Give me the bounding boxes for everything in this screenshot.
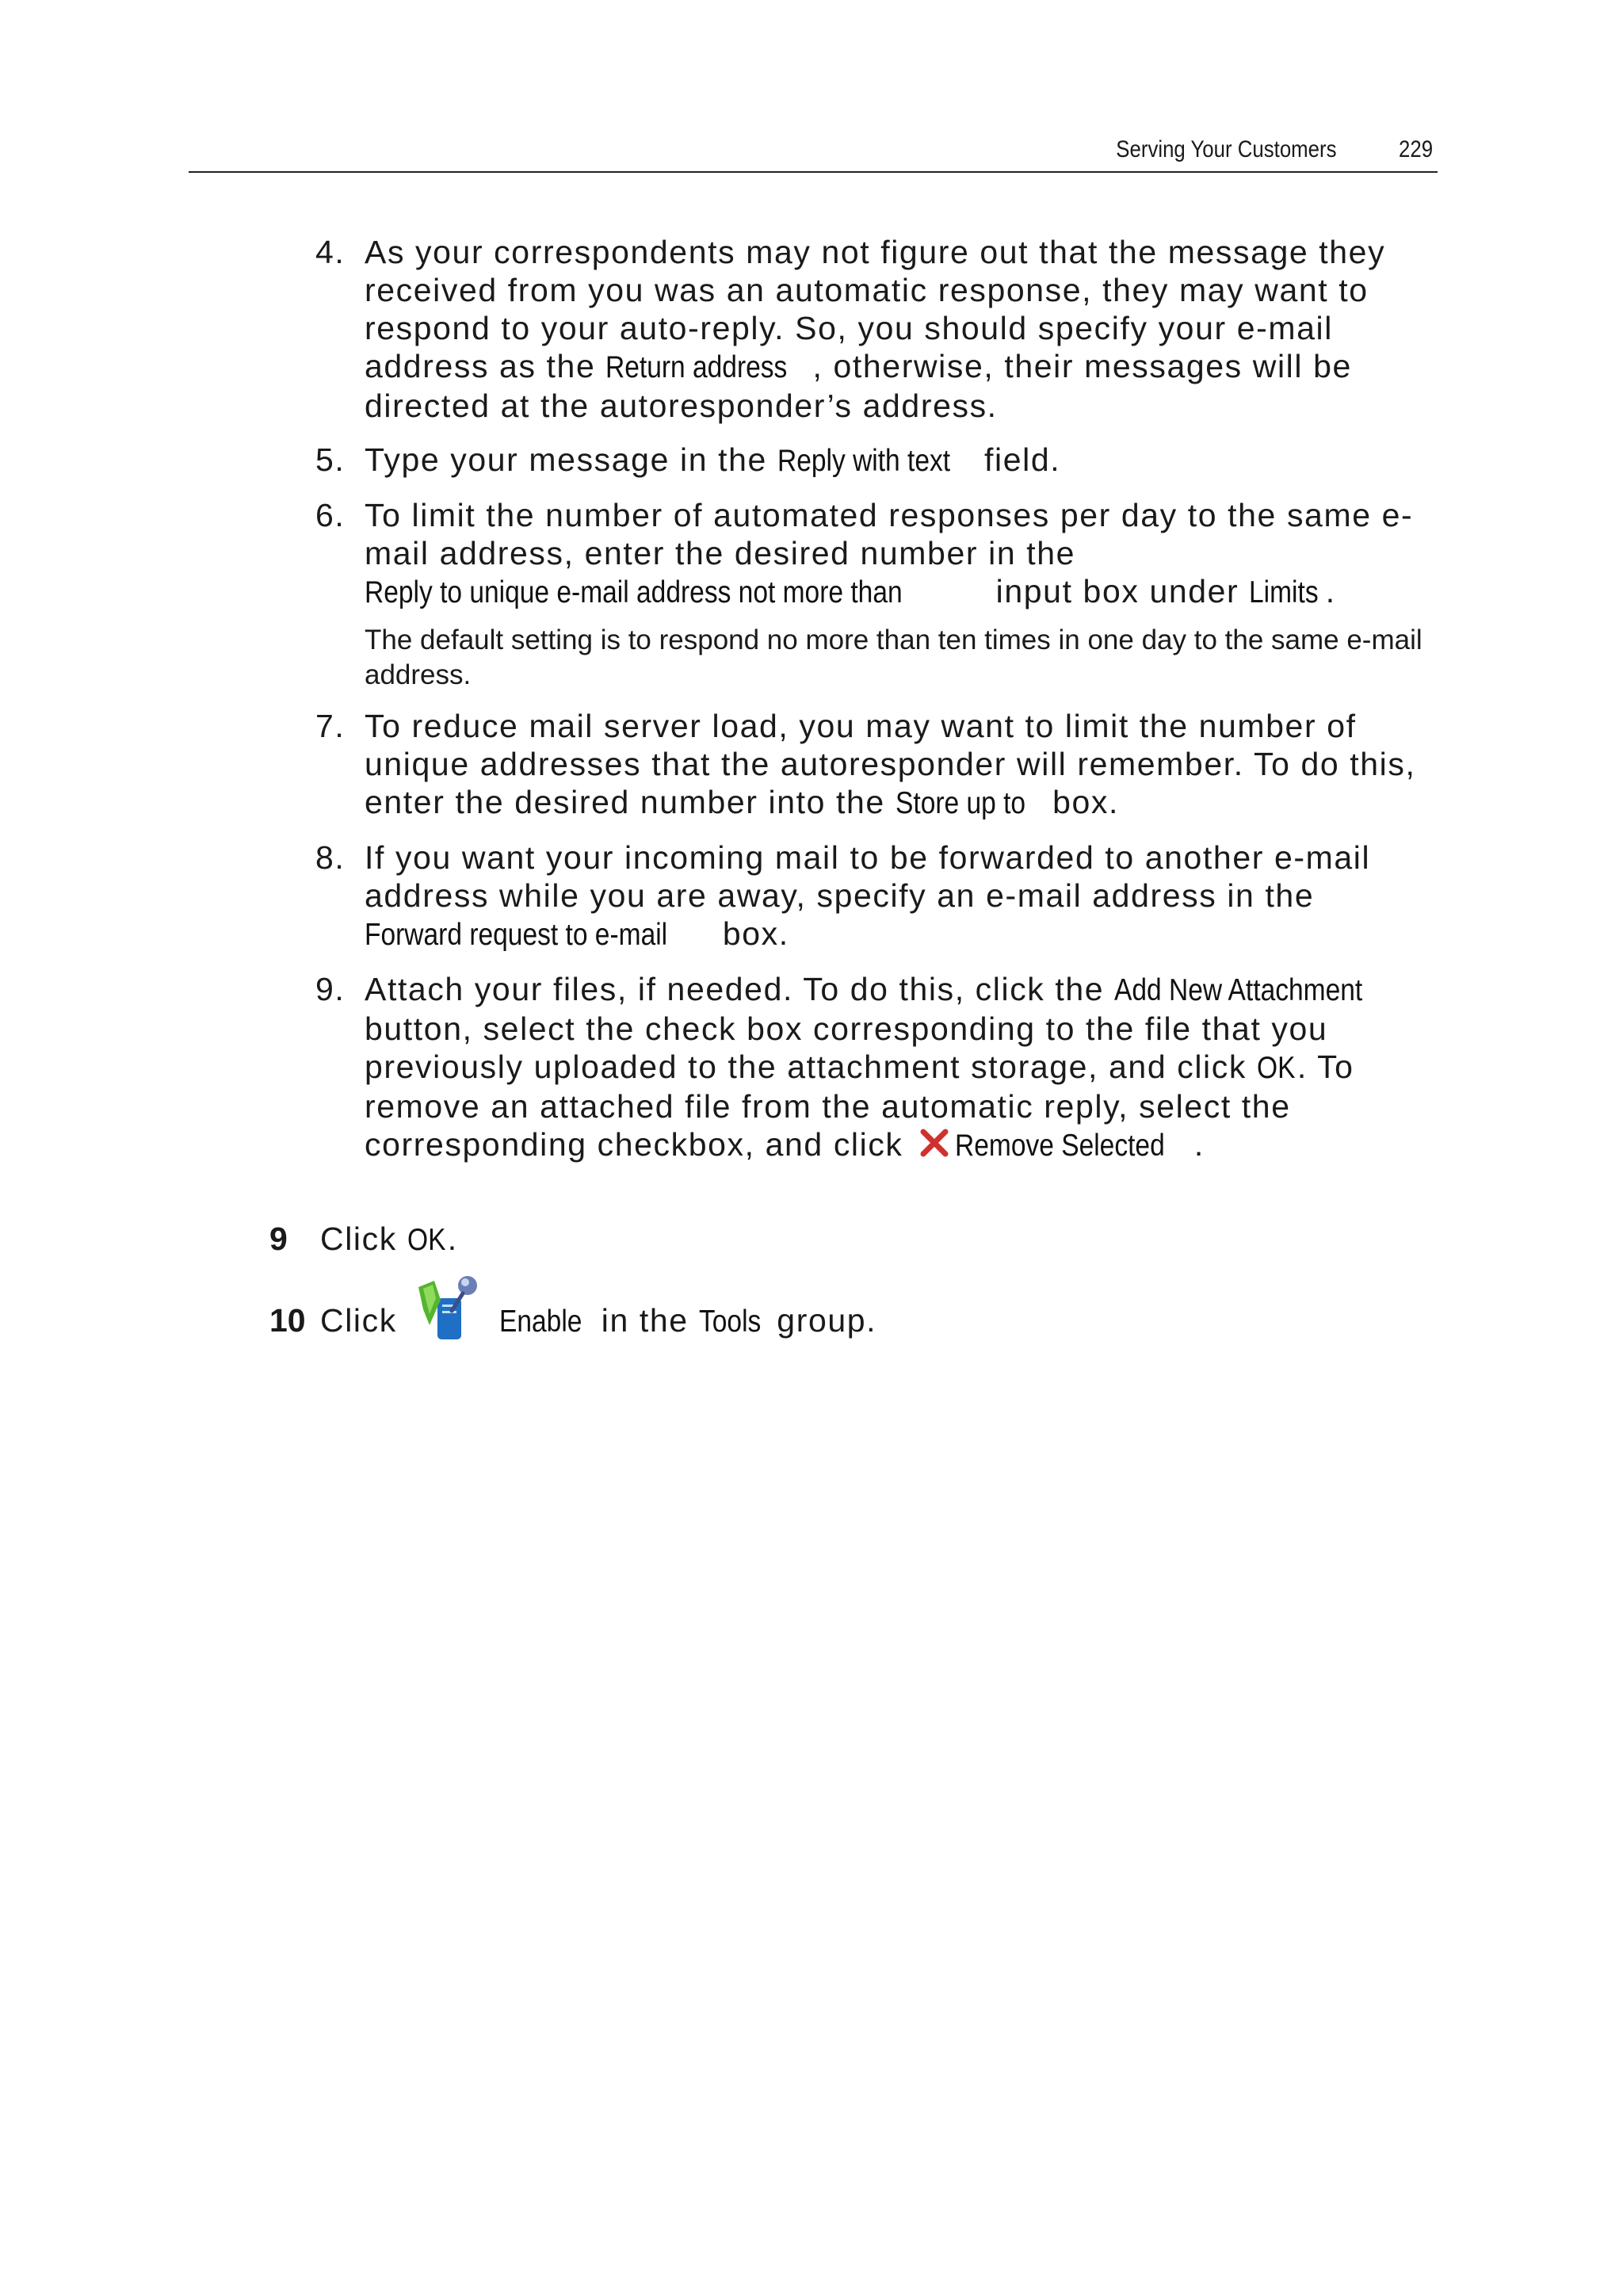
step-text: box. [1042,784,1120,820]
outer-step-number: 10 [269,1302,306,1339]
step-text: Attach your files, if needed. To do this, click the [365,971,1115,1007]
step-text: in the [590,1302,699,1339]
ui-term-enable: Enable [498,1305,582,1339]
remove-x-icon [918,1127,950,1159]
step-4 [315,233,1441,425]
step-text: input box under [985,573,1250,609]
step-8 [315,839,1441,954]
ui-term-store-up-to: Store up to [895,786,1025,820]
ui-term-return-address: Return address [605,350,788,384]
ui-term-reply-with-text: Reply with text [777,444,950,478]
step-9 [315,970,1441,1165]
step-number: 6. [315,497,346,533]
ui-term-forward-request: Forward request to e-mail [365,918,668,952]
outer-step-10 [269,1273,876,1346]
page-number: 229 [1398,136,1433,162]
step-5 [315,441,1441,480]
running-header-title: Serving Your Customers [1115,136,1336,162]
ui-term-ok: OK [407,1223,446,1257]
step-text: . [447,1221,458,1257]
step-text: Type your message in the [365,441,777,478]
ui-term-limits: Limits [1249,575,1319,609]
ui-term-add-new-attachment: Add New Attachment [1114,973,1363,1007]
outer-step-number: 9 [269,1221,288,1257]
step-number: 4. [315,234,346,270]
step-number: 8. [315,839,346,876]
ui-term-remove-selected: Remove Selected [954,1129,1165,1163]
enable-autoresponder-icon [414,1273,485,1346]
step-7 [315,707,1441,823]
step-text: field. [974,441,1061,478]
step-text: . To remove an attached file from the automatic reply, select the corresponding checkbox, and click [365,1049,1354,1163]
step-text: group. [766,1302,877,1339]
step-text: To limit the number of automated responses per day to the same e-mail address, enter the desired number in the [365,497,1414,571]
step-text: Click [320,1302,407,1339]
sub-steps-list [315,233,1441,1181]
step-text: box. [712,915,789,952]
page-header [189,133,1438,173]
step-text: . [1193,1126,1205,1163]
step-number: 7. [315,708,346,744]
outer-step-9 [269,1221,458,1258]
ui-term-tools: Tools [698,1305,762,1339]
step-text: To reduce mail server load, you may want to limit the number of unique addresses that the autoresponder will remember. To do this, enter the desired number into the [365,708,1416,820]
step-text: As your correspondents may not figure out that the message they received from you was an automatic response, they may want to respond to your auto-reply. So, you should specify your e-mail address as the [365,234,1386,384]
step-text: button, select the check box corresponding to the file that you previously uploaded to the attachment storage, and click [365,1010,1328,1085]
step-text: . [1325,573,1336,609]
step-text: Click [320,1221,407,1257]
ui-term-ok: OK [1256,1051,1296,1085]
step-6 [315,496,1441,612]
step-number: 5. [315,441,346,478]
step-text: If you want your incoming mail to be forwarded to another e-mail address while you are away, specify an e-mail address in the [365,839,1371,914]
default-setting-note: The default setting is to respond no more than ten times in one day to the same e-mail address. [365,625,1423,690]
step-number: 9. [315,971,346,1007]
step-text: , otherwise, their messages will be directed at the autoresponder’s address. [365,348,1352,424]
ui-term-reply-limit: Reply to unique e-mail address not more than [365,575,903,609]
